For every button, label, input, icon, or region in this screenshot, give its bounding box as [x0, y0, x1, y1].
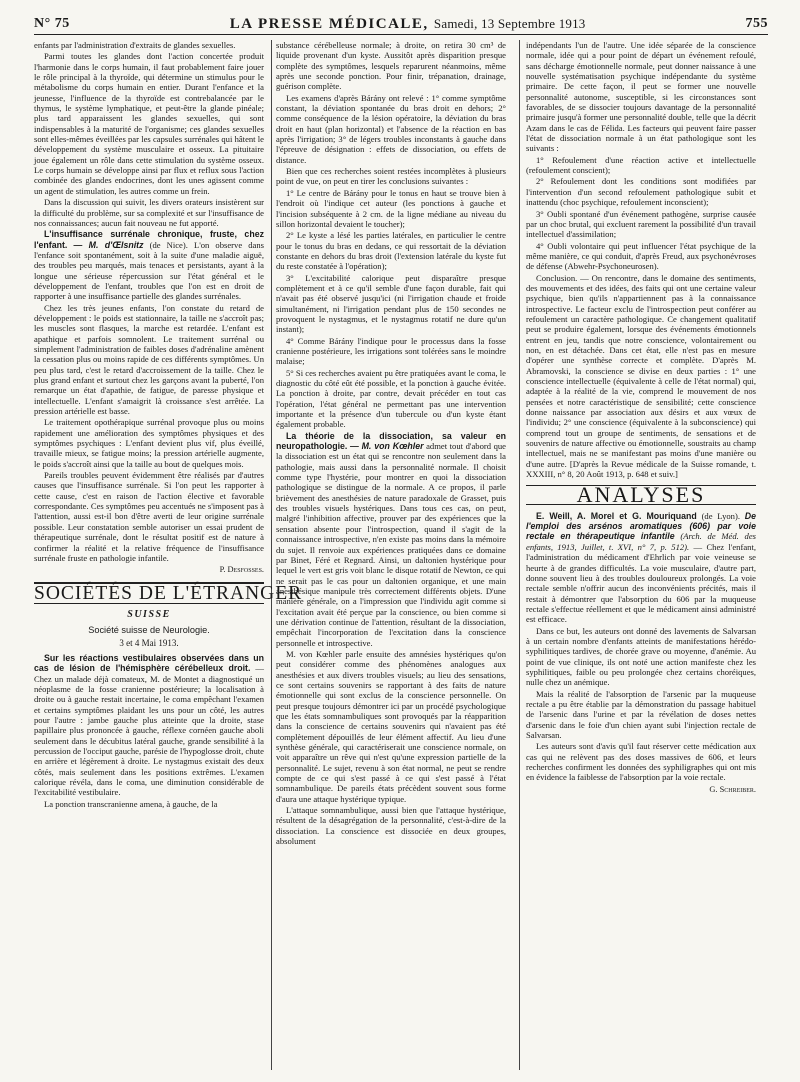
paragraph: Dans la discussion qui suivit, les divers orateurs insistèrent sur la difficulté du problème, sur sa complexité et sur l'insuffisance de nos connaissances; aucun fait nouveau ne fut apporté. — [34, 197, 264, 228]
signature: P. Desfosses. — [219, 565, 264, 575]
communication-title: La théorie de la dissociation, sa valeur en neuropathologie. — [276, 430, 506, 452]
paragraph: Mais la réalité de l'absorption de l'arsenic par la muqueuse rectale a pu être établie par la démonstration du passage habituel de l'arsenic dans l'urine et par la révélation de doses nettes d'arsenic dans le foie d'un chien ayant subi l'injection rectale de Salvarsan. — [526, 688, 756, 740]
communication-title: L'insuffisance surrénale chronique, fruste, chez l'enfant. — [34, 229, 264, 250]
paragraph: enfants par l'administration d'extraits de glandes sexuelles. — [34, 40, 236, 50]
list-item: 1° Le centre de Bárány pour le tonus en haut se trouve bien à l'endroit où l'indique cet auteur (les ponctions à gauche et l'incision subséquente à 2 cm. de la ligne médiane au niveau du sillon horizontal devaient le toucher); — [276, 187, 506, 229]
paragraph: L'attaque somnambulique, aussi bien que l'attaque hystérique, résultent de la désagrégation de la personnalité, c'est-à-dire de la dissociation. La conscience est dissociée en deux groupes, absolument — [276, 805, 506, 847]
list-item: 4° Comme Bárány l'indique pour le processus dans la fosse cranienne postérieure, les irrigations sont tolérées sans le moindre malaise; — [276, 335, 506, 367]
communication-author: — M. d'Œlsnitz — [73, 239, 144, 250]
paragraph: Bien que ces recherches soient restées incomplètes à plusieurs point de vue, on peut en tirer les conclusions suivantes : — [276, 166, 506, 187]
paragraph: Conclusion. — On rencontre, dans le domaine des sentiments, des mouvements et des idées, des faits qui ont une certaine valeur psychique, bien qu'ils n'appartiennent pas à la connaissance introspective. Le facteur exclu de l'introspection peut conférer au refoulement un caractère pathologique. Ce changement qualitatif peut se produire également, lorsque des événements émotionnels entrent en jeu, tandis que notre conscience, volontairement ou non, en est détachée. Dans cet état, elle n'est pas en mesure d'opérer une synthèse correcte et complète. D'après M. Abramovski, la conscience se divise en deux parties : 1° une conscience intellectuelle (équivalente à celle de l'état normal) qui, adaptée à la réalité de la vie, comprend le mouvement de nos pensées et notre caractéristique de sensibilité; cette conscience donne naissance par association aux désirs et aux vœux de l'individu; 2° une conscience (équivalente à la subconscience) qui comprend tout un groupe de sentiments, de sensations et de souvenirs de nature affective ou émotionnelle, soustraits au champ intellectuel, mais ne se manifestant pas moins d'une manière ou d'une autre. [D'après la Revue médicale de la Suisse romande, t. XXXIII, n° 8, 20 Août 1913, p. 648 et suiv.] — [526, 272, 756, 480]
paragraph: Chez les très jeunes enfants, l'on constate du retard de développement : le poids est stationnaire, la taille ne s'accroît pas; les muscles sont flasques, la marche est retardée. L'enfant est apathique et parfois somnolent. Le traitement surrénal ou simplement l'administration de faibles doses d'adrénaline amènent la cessation plus ou moins rapide de ces différents symptômes. Un peu plus tard, c'est le retard d'accroissement de la taille. Chez le plus grand enfant et surtout chez les garçons avant la puberté, l'on remarque un état d'apathie, de fatigue, de paresse physique et intellectuelle. L'enfant s'amaigrit là croissance s'est arrêtée. La pression artérielle est basse. — [34, 302, 264, 417]
communication-text: — Chez un malade déjà comateux, M. de Montet a diagnostiqué un néoplasme de la fosse cranienne postérieure; la localisation à droite ou à gauche restait incertaine, le coma empêchant l'examen et certains symptômes plaidant les uns pour un côté, les autres pour l'autre : jambe gauche plus atteinte que la droite, stase papillaire plus prononcée à gauche, réflexe cornéen gauche aboli seulement dans le décubitus latéral gauche, grande sensibilité à la percussion de l'occiput gauche, parésie de l'hypoglosse droit, chute en arrière et légèrement à droite. Le nystagmus existait des deux côtés, mais seulement dans les positions extrêmes. L'examen calorique révéla, dans le coma, une diminution considérable de l'excitabilité vestibulaire. — [34, 663, 264, 798]
journal-name: LA PRESSE MÉDICALE, — [229, 15, 429, 32]
list-item: 2° Refoulement dont les conditions sont modifiées par l'intervention d'un second refoulement pathologique subit et inattendu (choc psychique, refoulement inconscient); — [526, 176, 756, 208]
column-1 — [34, 40, 303, 1076]
communication-text: (de Nice). L'on observe dans l'enfance soit spontanément, soit à la suite d'une maladie aiguë, des troubles peu marqués, mais tenaces et persistants, ayant à la longue une sérieuse répercussion sur l'état général et le développement de l'enfant, troubles que l'on est en droit de rapporter à une insuffisance partielle des glandes surrénales. — [34, 239, 264, 302]
communication-title: Sur les réactions vestibulaires observées dans un cas de lésion de l'hémisphère cérébelleux droit. — [34, 652, 264, 674]
column-rule-2 — [519, 40, 520, 1070]
list-item: 2° Le kyste a lésé les parties latérales, en particulier le centre pour le tonus du bras en dedans, ce qui ressortait de la déviation constante en dehors du bras droit (l'extension latérale du kyste fut du reste constatée à l'opération); — [276, 230, 506, 272]
communication-text: admet tout d'abord que la dissociation est un état qui se rencontre non seulement dans la pathologie, mais aussi dans la personnalité normale. Il choisit comme type l'hystérie, pour montrer en quoi la dissociation pathologique se distingue de la normale. A ce propos, il parle brièvement des anesthésies de nature paradoxale de Grasset, puis des troubles visuels hystériques. Dans tous ces cas, on peut, malgré l'inhibition affective, prouver par des expériences que la sensation absente pour l'introspection, quand il s'agit de la connaissance introspective, n'en existe pas moins dans la mémoire du sujet. Il renvoie aux expériences pratiquées dans ce domaine par Binet, Féré et Regnard. Ainsi, un daltonien hystérique pour lequel le vert est gris voit blanc le disque rotatif de Newton, ce qui ne serait pas le cas pour un daltonien organique, et une main anesthésique manipule très correctement différents objets. D'une manière générale, on a l'impression que l'individu agit comme si l'excitation avait été perçue par la conscience, ou bien comme si une dérivation continue de l'attention, résultant de la dissociation, empêchait l'incorporation de l'excitation dans la conscience personnelle et introspective. — [276, 441, 506, 648]
signature: G. Schreiber. — [709, 784, 756, 794]
analyses-heading: ANALYSES — [526, 485, 756, 504]
analysis-title: De l'emploi des arsénos aromatiques (606) par voie rectale en thérapeutique infantile — [526, 510, 756, 542]
issue-date: Samedi, 13 Septembre 1913 — [433, 15, 586, 31]
list-item: 5° Si ces recherches avaient pu être pratiquées avant le coma, le diagnostic du côté eût été possible, et la ponction à gauche évitée. La ponction à droite, par contre, devait précéder en tout cas l'opération, l'état général ne permettant pas une intervention importante et la présence d'un tubercule ou d'un kyste étant également probable. — [276, 367, 506, 430]
communication-dissociation — [276, 431, 506, 648]
issue-number: N° 75 — [34, 16, 70, 31]
paragraph: substance cérébelleuse normale; à droite, on retira 30 cm³ de liquide provenant d'un kyste. Aussitôt après disparition presque complète des symptômes, lesquels reparurent néanmoins, même après une seconde ponction. Pour finir, trépanation, drainage, guérison complète. — [276, 40, 506, 92]
society-date: 3 et 4 Mai 1913. — [119, 637, 179, 648]
paragraph: Parmi toutes les glandes dont l'action concertée produit l'harmonie dans le corps humain, il faut probablement faire jouer le rôle principal à la thyroïde, qui détermine un stimulus pour le métabolisme du corps humain en entier. Durant l'enfance et la jeunesse, l'influence de la thyroïde est contrebalancée par le thymus, le système lymphatique, et peut-être la glande pinéale; plus tard apparaissent les glandes sexuelles, qui sont indispensables à la maturité de l'organisme; ces glandes sexuelles sont elles-mêmes éveillées par les capsules surrénales qui hâtent le développement du système musculaire et osseux. La pituitaire joue également un rôle dans cette stimulation du système osseux. Le corps humain se développe ainsi par flux et reflux sous l'action combinée des glandes endocrines, dont les unes agissent comme un agent de stimulation, les autres comme un frein. — [34, 51, 264, 196]
paragraph: La ponction transcranienne amena, à gauche, de la — [44, 798, 218, 809]
paragraph: indépendants l'un de l'autre. Une idée séparée de la conscience normale, idée qui a pour point de départ un événement refoulé, sans décharge émotionnelle normale, peut donner naissance à une nouvelle systématisation psychique indépendante du système primaire. De cette façon, il peut se former une nouvelle personnalité autonome, susceptible, si les circonstances sont favorables, de se dissocier toujours davantage de la personnalité primaire jusqu'à former une personnalité double, telle que la décrit Azam dans le cas de Félida. Les facteurs qui peuvent faire passer l'état de dissociation normale à un état pathologique sont les suivants : — [526, 40, 756, 154]
paragraph: Le traitement opothérapique surrénal provoque plus ou moins rapidement une amélioration des symptômes physiques et des symptômes psychiques : L'enfant devient plus vif, plus éveillé, travaille mieux, se fatigue moins; la pression artérielle augmente, le poids s'accroît ainsi que la taille au bout de quelques mois. — [34, 417, 264, 469]
analysis-entry — [526, 511, 756, 625]
journal-title — [230, 16, 586, 33]
list-item: 1° Refoulement d'une réaction active et intellectuelle (refoulement conscient); — [526, 154, 756, 176]
paragraph: Dans ce but, les auteurs ont donné des lavements de Salvarsan à un certain nombre d'enfants atteints de manifestations hérédo-syphilitiques tardives, de chorée grave ou moyenne, d'anémie. Au point de vue clinique, ils ont noté une action manifeste chez les syphilitiques, faible ou peu prolongée chez certains choréiques, nulle chez un anémique. — [526, 625, 756, 688]
page-header — [34, 14, 768, 35]
analysis-reference: (Arch. de Méd. des enfants, 1913, Juillet, t. XVI, n° 7, p. 512). — [526, 531, 756, 552]
analysis-location: (de Lyon). — [701, 510, 740, 521]
column-3 — [526, 40, 756, 1080]
column-rule-1 — [271, 40, 272, 1070]
communication-author: — M. von Kœhler — [349, 441, 424, 452]
list-item: 4° Oubli volontaire qui peut influencer l'état psychique de la même manière, ce qui conduit, d'après Freud, aux psychonévroses de défense (Abwehr-Psychoneurosen). — [526, 240, 756, 272]
section-title: SOCIÉTÉS DE L'ÉTRANGER — [34, 582, 303, 604]
analysis-text: — Chez l'enfant, l'administration du médicament d'Ehrlich par voie veineuse se heurte à de grandes difficultés. La voie musculaire, d'autre part, donne souvent lieu à des troubles douloureux prolongés. La voie rectale semble n'offrir aucun des inconvénients précités, mais il restait à démontrer que l'absorption du 606 par la muqueuse rectale s'effectue réellement et que le médicament ainsi administré est efficace. — [526, 541, 756, 625]
communication-vestibulaire — [34, 653, 264, 798]
paragraph: M. von Kœhler parle ensuite des amnésies hystériques qu'on peut considérer comme des phénomènes analogues aux anesthésies et aux divers troubles visuels; au lieu des sensations, ce sont certains souvenirs se rapportant à des faits de nature émotionnelle qui sont exclus de la conscience personnelle. On peut presque toujours démontrer ici par un procédé psychologique que les états somnambuliques sont provoqués par la réapparition dans la conscience de certains souvenirs qui n'avaient pas été complètement dépouillés de leur élément affectif. Au lieu d'une synthèse générale, qui caractériserait une conscience normale, on voit apparaître un rêve qui n'est qu'une expression partielle de la personnalité. Le sujet, revenu à son état normal, ne peut se rendre compte de ce qui s'est passé à ce qui s'est passé à l'état somnambulique. De pareils états précèdent souvent sous forme d'aura une attaque hystérique typique. — [276, 648, 506, 804]
analysis-authors: E. Weill, A. Morel et G. Mouriquand — [536, 510, 697, 521]
list-item: 3° Oubli spontané d'un événement pathogène, surprise causée par un choc brutal, qui excluent rarement la possibilité d'un travail intellectuel d'assimilation; — [526, 208, 756, 240]
paragraph: Les examens d'après Bárány ont relevé : 1° comme symptôme constant, la déviation spontanée du bras droit en dehors; 2° comme conséquence de la lésion opératoire, la déviation du bras droit en haut (plan horizontal) et l'absence de la réaction en bas après l'irrigation; 3° de légers troubles inconstants à gauche dans l'épreuve de désignation : effets de dissociation, ou effets de distance. — [276, 92, 506, 165]
communication-insuffisance — [34, 229, 264, 301]
page-number: 755 — [745, 16, 768, 31]
paragraph: Les auteurs sont d'avis qu'il faut réserver cette médication aux cas qui ne relèvent pas des doses massives de 606, et leurs recherches confirment les données des syphiligraphes qui ont mis en évidence la faiblesse de l'absorption par la voie rectale. — [526, 741, 756, 783]
column-2 — [276, 40, 506, 1080]
country-heading: SUISSE — [127, 608, 171, 620]
list-item: 3° L'excitabilité calorique peut disparaître presque complètement et à ce qu'il semble d'une façon durable, fait qui n'avait pas été observé jusqu'ici (ni l'irrigation chaude et froide simultanément, ni l'irrigation pendant plus de 150 secondes ne provoquent le nystagmus, et le nystagmus rotatif ne dure qu'un instant); — [276, 272, 506, 335]
paragraph: Pareils troubles peuvent évidemment être réalisés par d'autres causes que l'insuffisance surrénale. Si l'on peut les rapporter à cette cause, c'est en raison de l'action élective et favorable correspondante. Ces symptômes peu accentués ne s'imposent pas à l'attention, aussi est-il bon d'être averti de leur origine surrénale possible. Leur constatation semble autoriser un essai prudent de thérapeutique surrénale, dont le résultat positif est de nature à confirmer la réalité et la relative fréquence de l'insuffisance surrénale fruste en pathologie infantile. — [34, 470, 264, 563]
society-name: Société suisse de Neurologie. — [88, 625, 210, 636]
